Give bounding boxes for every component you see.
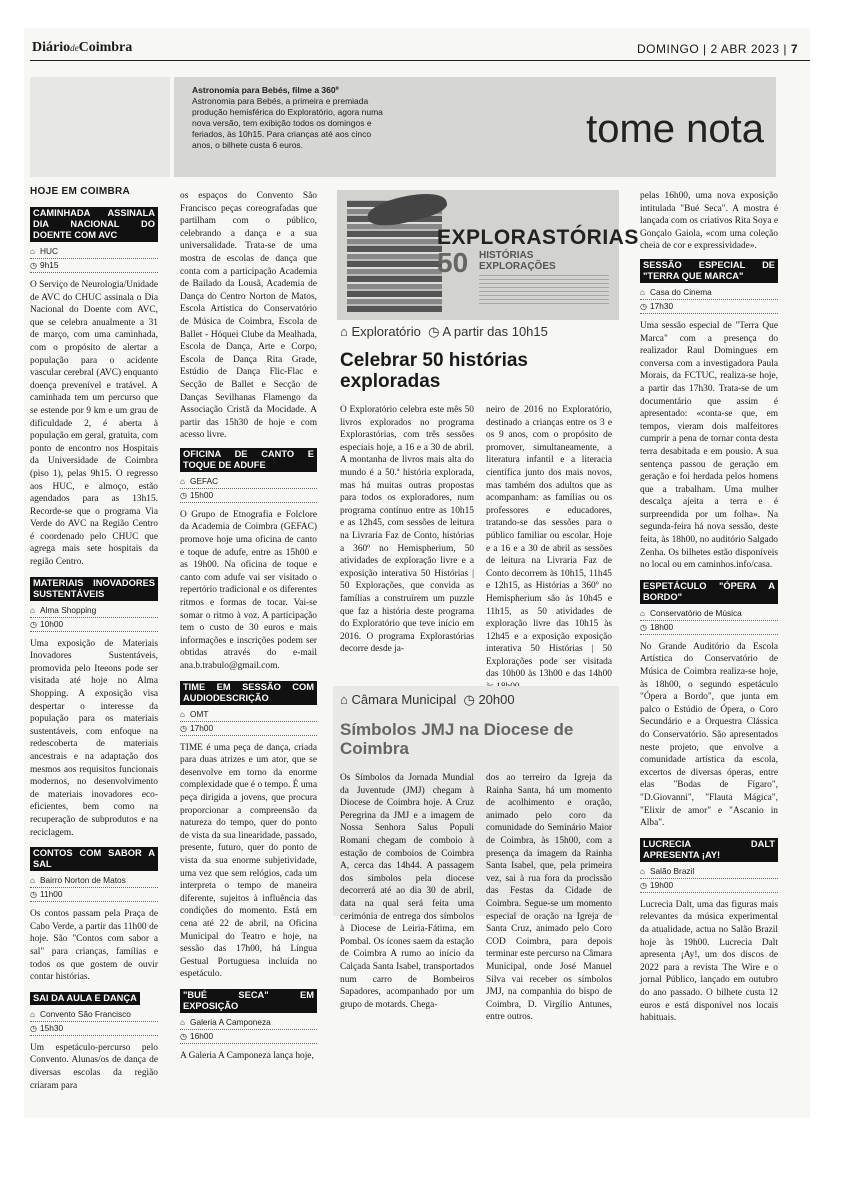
event-title: ESPETÁCULO "ÓPERA A BORDO"	[640, 580, 778, 604]
event-body: Uma exposição de Materiais Inovadores Sustentáveis, promovida pelo Iteeons pode ser visitada até hoje no Alma Shopping. A exposição visa despertar o interesse da população para os materiais sustentáveis, com enfoque na redescoberta de materiais ancestrais e na adaptação dos mesmos aos requisitos funcionais modernos, no desenvolvimento de materiais inovadores eco-eficientes, bem como na recuperação de subprodutos e na reciclagem.	[30, 638, 158, 838]
event-title: CAMINHADA ASSINALA DIA NACIONAL DO DOENTE COM AVC	[30, 207, 158, 242]
clock-icon: ◷	[428, 324, 440, 339]
clock-icon: ◷	[30, 261, 37, 270]
feature-text-a: O Exploratório celebra este mês 50 livros explorados no programa Explorastórias, com três sessões especiais hoje, a 16 e a 30 de abril. A montanha de livros mais alta do mundo é a 50.ª história explorada, mas há muitas outras propostas para todos os exploradores, num programa contínuo entre as 10h15 e as 12h45, com sessões de leitura na Livraria Faz de Conto, histórias a 360º no Hemispherium, 50 atividades de exploração livre e a exposição interativa 50 Histórias | 50 Explorações, que convida as famílias a construírem um puzzle que faz a história deste programa do Exploratório que teve início em 2016. O programa Explorastórias decorre desde ja-	[340, 405, 474, 655]
house-icon: ⌂	[30, 247, 35, 256]
event-time: ◷ 17h00	[180, 722, 317, 736]
house-icon: ⌂	[30, 605, 35, 615]
feature2-text-b: dos ao terreiro da Igreja da Rainha Santa, há um momento de acolhimento e oração, animado pelo coro da comunidade do Seminário Maior de Coimbra, às 15h00, com a presença da imagem da Rainha Santa Isabel, que, pela primeira vez, sai à rua fora da procissão das Festas da Cidade de Coimbra. Segue-se um momento especial de oração na Igreja de Santa Cruz, animado pelo Coro COD Coimbra, para depois terminar este percurso na Câmara Municipal, onde José Manuel Silva vai receber os símbolos JMJ, na companhia do bispo de Coimbra, D. Virgílio Antunes, entre outros.	[486, 773, 612, 1023]
banner-text: Astronomia para Bebés, a primeira e premiada produção hemisférica do Exploratório, agora numa nova versão, tem exibição todos os domingos e feriados, às 10h15. Para crianças até aos cinco anos, o bilhete custa 6 euros.	[192, 96, 383, 150]
house-icon: ⌂	[30, 876, 35, 886]
event-body: O Grupo de Etnografia e Folclore da Academia de Coimbra (GEFAC) promove hoje uma oficina de canto e toque de adufe, entre as 15h00 e as 19h00. Na oficina de toque e canto com adufe vai ser visitado o repertório tradicional e os diferentes ritmos e formas de tocar. Vai-se somar o ritmo à voz. A participação tem o custo de 30 euros e mais informações e inscrições podem ser obtidas através do e-mail ana.b.trabulo@gmail.com.	[180, 509, 317, 671]
house-icon: ⌂	[640, 287, 645, 297]
column-1	[30, 186, 158, 1100]
feature-kicker: ⌂ Exploratório ◷ A partir das 10h15	[340, 324, 548, 339]
event-body: Uma sessão especial de "Terra Que Marca" com a presença do realizador Raul Domingues em conversa com a investigadora Paula Morais, da FCTUC, realiza-se hoje, a partir das 17h30. Trata-se de um documentário que assim é apresentado: «conta-se que, em tempos, vieram dois malfeitores cumprir a pena de tornar conta desta terra desabitada e em pousio. A sua sentença passou de geração em geração e foi herdada pelos homens que a trabalham. Uma mulher descalça ajeita a terra e é surpreendida por um folha». Na segunda-feira há nova sessão, deste feita, às 18h00, no auditório Salgado Zenha. Os bilhetes estão disponíveis no local ou em caminhos.info/casa.	[640, 320, 778, 571]
event-item	[640, 580, 778, 830]
feature-text-b: neiro de 2016 no Exploratório, destinado a crianças entre os 3 e os 9 anos, com o propósito de promover, simultaneamente, a literatura infantil e a literacia científica junto dos mais novos, mas também dos adultos que as acompanham: as famílias ou os professores e educadores, tratando-se das sessões para o público familiar ou escolar. Hoje e a 16 e a 30 de abril as sessões de leitura na Livraria Faz de Conto decorrem às 10h15, 11h45 e 12h15, as Histórias a 360º no Hemispherium são às 10h45 e 11h15, as 50 atividades de exploração livre das 10h15 às 12h45 e a exposição exposição interativa 50 Histórias | 50 Explorações pode ser visitada das 10h00 às 13h00 e das 14h00	[486, 405, 612, 680]
feature-headline: Celebrar 50 histórias exploradas	[340, 350, 528, 392]
clock-icon: ◷	[640, 622, 647, 632]
event-item	[180, 448, 317, 673]
ad-title: EXPLORASTÓRIAS	[437, 226, 639, 249]
house-icon: ⌂	[180, 476, 185, 486]
event-item	[640, 259, 778, 572]
event-body: A Galeria A Camponeza lança hoje,	[180, 1050, 314, 1061]
event-body: O Serviço de Neurologia/Unidade de AVC do CHUC assinala o Dia Nacional do Doente com AVC, que se celebra anualmente a 31 de março, com uma caminhada, com o propósito de alertar a população para o acidente vascular cerebral (AVC) enquanto doença prevenível e tratável. A caminhada tem um percurso que se estende por 9 km e um grau de dificuldade 2, é aberta à população em geral, gratuita, com ponto de encontro nos Hospitais da Universidade de Coimbra (piso 1), pelas 9h15. O regresso aos HUC, e almoço, estão agendados para as 13h15. Recorde-se que o programa Via Verde do AVC na Região Centro é coordenado pelo CHUC que agrega mais sete hospitais da região Centro.	[30, 280, 158, 568]
ad-number: 50	[437, 247, 469, 278]
event-place: ⌂ Conservatório de Música	[640, 607, 778, 621]
banner-left-strip	[30, 77, 170, 177]
event-body: Lucrecia Dalt, uma das figuras mais relevantes da música experimental da atualidade, actua no Salão Brazil hoje às 19h00. Lucrecia Dalt apresenta ¡Ay!, um dos discos de 2022 para a revista The Wire e o jornal Público, lançado em outubro do ano passado. O bilhete custa 12 euros e está disponível nos locais habituais.	[640, 899, 778, 1024]
event-title: OFICINA DE CANTO E TOQUE DE ADUFE	[180, 448, 317, 472]
section-title: tome nota	[586, 107, 764, 151]
event-title: MATERIAIS INOVADORES SUSTENTÁVEIS	[30, 577, 158, 601]
page-date: DOMINGO | 2 ABR 2023 | 7	[637, 42, 798, 56]
event-place: ⌂ OMT	[180, 708, 317, 722]
event-place: ⌂ Convento São Francisco	[30, 1008, 158, 1022]
event-place: ⌂ GEFAC	[180, 475, 317, 489]
event-title: TIME EM SESSÃO COM AUDIODESCRIÇÃO	[180, 681, 317, 705]
house-icon: ⌂	[180, 1017, 185, 1027]
event-time: ◷ 16h00	[180, 1030, 317, 1044]
event-time: ◷ 15h30	[30, 1022, 158, 1036]
explorastorias-ad	[337, 190, 639, 320]
clock-icon: ◷	[180, 1031, 187, 1041]
event-body: Um espetáculo-percurso pelo Convento. Alunas/os de dança de diversas escolas da região criaram para	[30, 1042, 158, 1091]
ad-subtitle: HISTÓRIAS EXPLORAÇÕES	[479, 250, 556, 272]
event-time: ◷ 15h00	[180, 489, 317, 503]
banner-title: Astronomia para Bebés, filme a 360º	[192, 85, 339, 95]
event-time: ◷ 18h00	[640, 621, 778, 635]
clock-icon: ◷	[640, 880, 647, 890]
column-5	[640, 190, 778, 1033]
clock-icon: ◷	[180, 723, 187, 733]
clock-icon: ◷	[640, 301, 647, 311]
event-item	[30, 847, 158, 984]
house-icon: ⌂	[340, 324, 348, 339]
event-place: ⌂ Bairro Norton de Matos	[30, 874, 158, 888]
event-body: Os contos passam pela Praça de Cabo Verde, a partir das 11h00 de hoje. São "Contos com sabor a sal" para crianças, famílias e todos os que gostem de ouvir contar histórias.	[30, 909, 158, 983]
header-rule	[30, 60, 810, 61]
event-item	[640, 838, 778, 1025]
feature2-kicker: ⌂ Câmara Municipal ◷ 20h00	[340, 692, 515, 707]
column-5-lead: pelas 16h00, uma nova exposição intitulada "Bué Seca". A mostra é lançada com os criativos Rita Soya e Gonçalo Gaiola, «com uma coleção cheia de cor e expressividade».	[640, 191, 778, 252]
newspaper-logo: DiáriodeCoimbra	[32, 40, 133, 55]
event-title: "BUÉ SECA" EM EXPOSIÇÃO	[180, 989, 317, 1013]
column-2-lead: os espaços do Convento São Francisco peças coreografadas que partilham com o público, celebrando a dança e a sua universalidade. Trata-se de uma mostra de escolas de dança que conta com a participação Academia de Bailado da Lousã, Academia de Dança do Centro Norton de Matos, Escola Artística do Conservatório de Música de Coimbra, Escola de Ballet - Hóquei Clube da Mealhada, Escola de Dança, Arte e Corpo, Escola de Dança Rita Grade, Estúdio de Dança Flic-Flac e Secção de Ballet e Secção de Danças Sevilhanas Flamengo da Associação Cristã da Mocidade. A partir das 15h30 de hoje e com acesso livre.	[180, 191, 317, 441]
feature2-headline: Símbolos JMJ na Diocese de Coimbra	[340, 720, 574, 758]
clock-icon: ◷	[30, 619, 37, 629]
ad-fine-print	[479, 275, 609, 305]
banner-blurb	[192, 85, 384, 151]
event-item	[180, 681, 317, 981]
event-body: No Grande Auditório da Escola Artística do Conservatório de Música de Coimbra realiza-se hoje, às 18h00, o segundo espetáculo "Ópera a Bordo", que junta em palco o Estúdio de Ópera, o Coro Secundário e a Orquestra Clássica do Conservatório. São apresentados neste projeto, que envolve a comunidade artística da escola, excertos de diversas óperas, entre elas "Bodas de Fígaro", "D.Giovanni", "Flauta Mágica", "Elixir de amor" e "Ascanio in Alba".	[640, 641, 778, 829]
event-place: ⌂ HUC	[30, 245, 158, 259]
house-icon: ⌂	[30, 1009, 35, 1019]
event-body: TIME é uma peça de dança, criada para duas atrizes e um ator, que se desenvolve em torno da enorme complexidade que é o tempo. É uma peça dirigida a jovens, que procura proporcionar a compreensão da natureza do tempo, quer do ponto de vista da sua linearidade, passado, presente, futuro, quer do ponto de vista da sua enorme subjetividade, uma vez que sem relógios, cada um interpreta o tempo de maneira diferente, sujeitos à influência das condições do momento. Está em cena até 22 de abril, na Oficina Municipal do Teatro e hoje, na sessão das 17h00, há Língua Gestual Portuguesa incluída no espetáculo.	[180, 742, 317, 980]
event-title: LUCRECIA DALT APRESENTA ¡AY!	[640, 838, 778, 862]
event-time: ◷ 19h00	[640, 879, 778, 893]
event-item	[30, 207, 158, 569]
house-icon: ⌂	[640, 608, 645, 618]
clock-icon: ◷	[463, 692, 475, 707]
event-place: ⌂ Galeria A Camponeza	[180, 1016, 317, 1030]
event-time: ◷ 17h30	[640, 300, 778, 314]
page-number: 7	[790, 42, 798, 56]
event-place: ⌂ Alma Shopping	[30, 604, 158, 618]
event-title: SESSÃO ESPECIAL DE "TERRA QUE MARCA"	[640, 259, 778, 283]
event-place: ⌂ Casa do Cinema	[640, 286, 778, 300]
event-title: SAI DA AULA E DANÇA	[30, 992, 140, 1005]
column-2	[180, 190, 317, 1070]
event-item	[30, 577, 158, 840]
feature2-text-a: Os Símbolos da Jornada Mundial da Juventude (JMJ) chegam à Diocese de Coimbra hoje. A Cruz Peregrina da JMJ e a imagem de Nossa Senhora Salus Populi Romani chegam de comboio à estação de comboios de Coimbra A, cerca das 14h44. A passagem dos símbolos pela diocese decorrerá até ao dia 30 de abril, data na qual será feita uma cerimónia de entrega dos símbolos à Diocese de Leiria-Fátima, em Pombal. Os ícones saem da estação de Coimbra A rumo ao início da Calçada Santa Isabel, transportados num carro de Bombeiros Sapadores, acompanhado por um grupo de motards. Chega-	[340, 773, 474, 1010]
clock-icon: ◷	[180, 490, 187, 500]
event-item	[30, 992, 158, 1092]
section-heading: HOJE EM COIMBRA	[30, 186, 131, 197]
house-icon: ⌂	[180, 709, 185, 719]
event-item	[180, 989, 317, 1063]
event-time: ◷ 9h15	[30, 259, 158, 273]
event-place: ⌂ Salão Brazil	[640, 865, 778, 879]
event-time: ◷ 10h00	[30, 618, 158, 632]
clock-icon: ◷	[30, 1023, 37, 1033]
banner	[174, 77, 776, 177]
event-time: ◷ 11h00	[30, 888, 158, 902]
clock-icon: ◷	[30, 890, 37, 900]
event-title: CONTOS COM SABOR A SAL	[30, 847, 158, 871]
house-icon: ⌂	[640, 866, 645, 876]
house-icon: ⌂	[340, 692, 348, 707]
